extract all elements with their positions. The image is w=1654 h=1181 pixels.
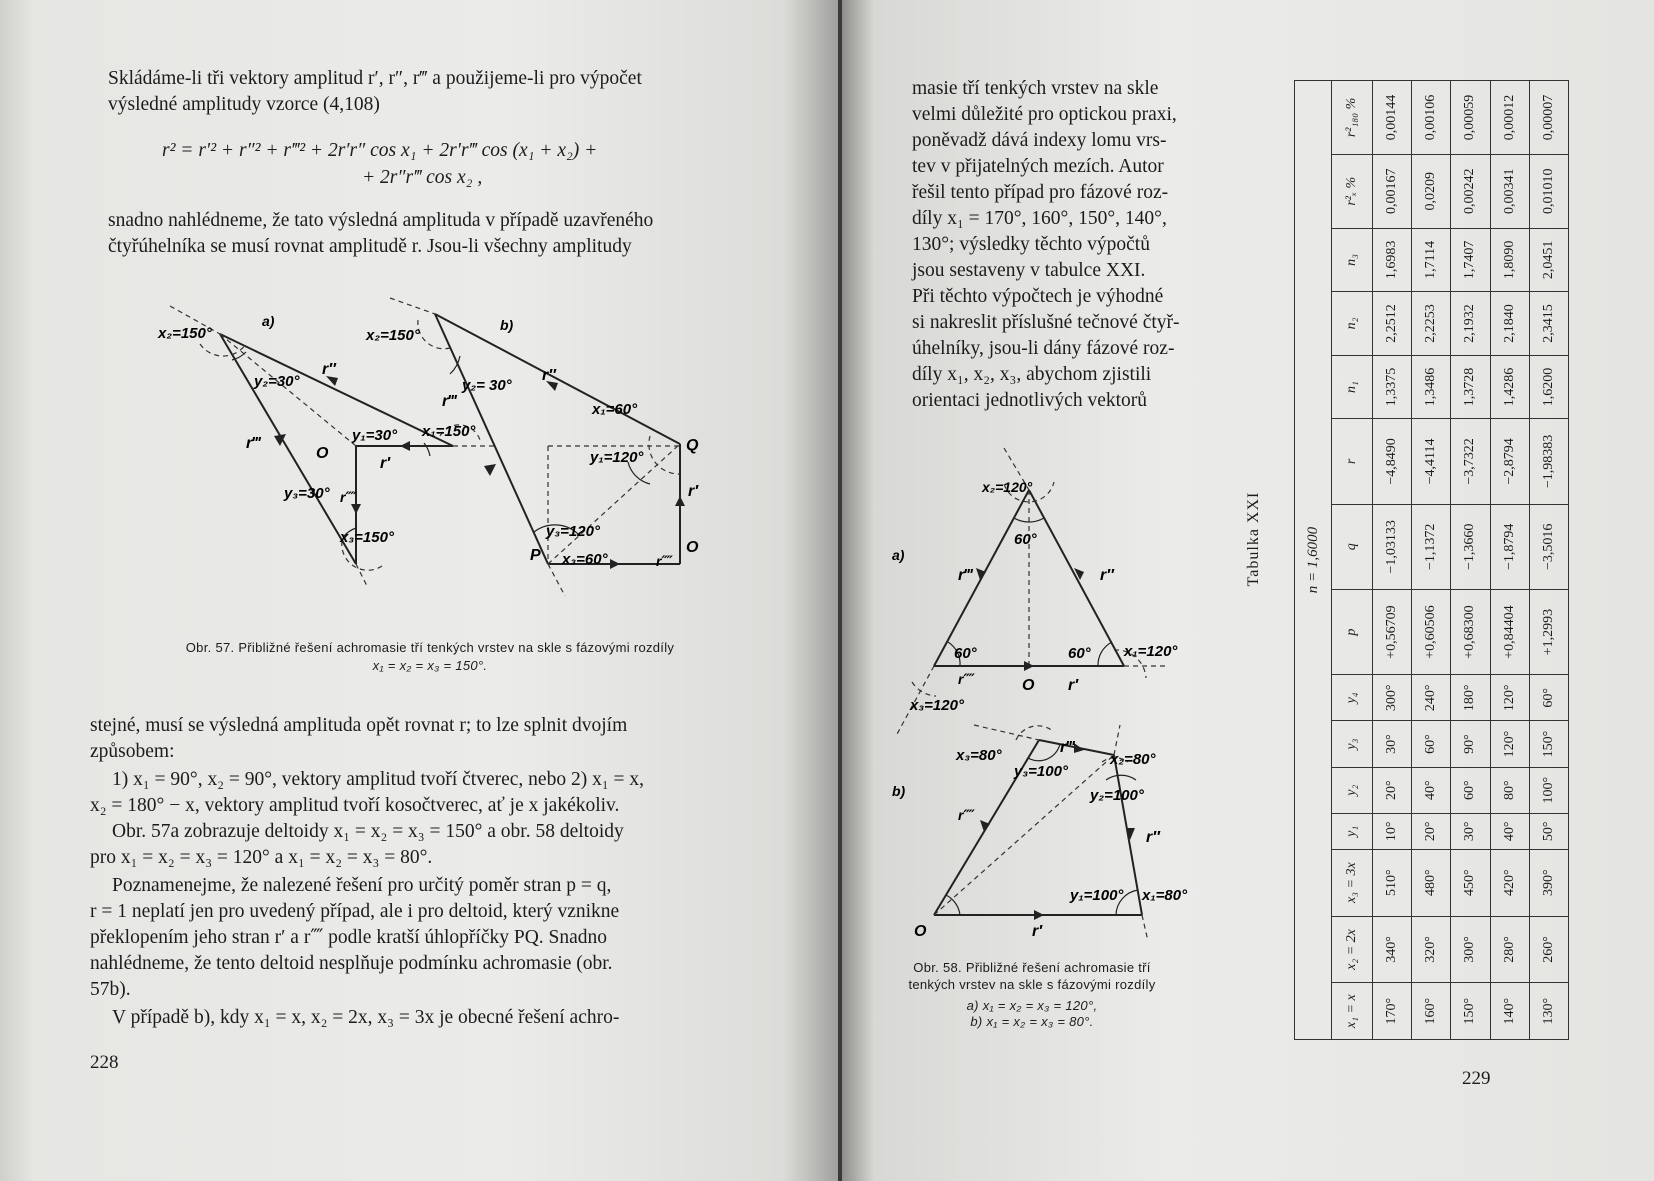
table-cell: 0,00167 — [1373, 154, 1412, 228]
th-rx: r²ₓ % — [1332, 154, 1373, 228]
table-header-row — [1332, 81, 1373, 1040]
th-x3: x₃ = 3x — [1332, 849, 1373, 916]
fig57-b-q-label: Q — [686, 437, 699, 454]
fig57-o-label: O — [316, 445, 329, 462]
para6-line1: V případě b), kdy x₁ = x, x₂ = 2x, x₃ = 3x je obecné řešení achro- — [112, 1007, 620, 1028]
table-cell: 1,3486 — [1412, 355, 1451, 419]
fig57-b-y3-label: y₃=120° — [546, 523, 600, 540]
table-cell: −1,98383 — [1529, 419, 1568, 504]
fig57-a-label: a) — [262, 313, 275, 329]
th-n1: n₁ — [1332, 355, 1373, 419]
fig58-b-y2-label: y₂=100° — [1090, 787, 1144, 804]
table-cell: 1,6200 — [1529, 355, 1568, 419]
fig58-b-y3-label: y₃=100° — [1014, 763, 1068, 780]
table-cell: 1,4286 — [1490, 355, 1529, 419]
fig58-60-right: 60° — [1068, 645, 1091, 662]
table-cell: 60° — [1529, 675, 1568, 721]
col-line-8: jsou sestaveny v tabulce XXI. — [912, 260, 1146, 281]
para3-line4: x₂ = 180° − x, vektory amplitud tvoří kosočtverec, ať je x jakékoliv. — [90, 795, 620, 816]
col-line-6: díly x₁ = 170°, 160°, 150°, 140°, — [912, 208, 1167, 229]
fig58-r3-label: r‴ — [958, 567, 972, 584]
table-cell: 140° — [1490, 983, 1529, 1040]
table-cell: +0,68300 — [1451, 589, 1490, 674]
fig57-r3-label: r‴ — [246, 435, 260, 452]
page-number-right: 229 — [1462, 1068, 1491, 1089]
fig57-b-y1-label: y₁=120° — [590, 449, 644, 466]
table-cell: 0,00144 — [1373, 81, 1412, 155]
right-page — [842, 0, 1654, 1181]
table-cell: 90° — [1451, 721, 1490, 767]
fig58-b-x1-label: x₁=80° — [1142, 887, 1188, 904]
table-cell: 120° — [1490, 721, 1529, 767]
fig57-b-r1-label: r′ — [688, 483, 699, 500]
th-n3: n₃ — [1332, 228, 1373, 292]
para3-line2: způsobem: — [90, 741, 175, 762]
col-line-11: úhelníky, jsou-li dány fázové roz- — [912, 338, 1175, 359]
table-cell: 1,8090 — [1490, 228, 1529, 292]
table-cell: 0,00242 — [1451, 154, 1490, 228]
fig57-x2-label: x₂=150° — [158, 325, 212, 342]
fig57-b-y2-label: y₂= 30° — [462, 377, 512, 394]
col-line-4: tev v přijatelných mezích. Autor — [912, 156, 1164, 177]
th-r: r — [1332, 419, 1373, 504]
col-line-12: díly x₁, x₂, x₃, abychom zjistili — [912, 364, 1152, 385]
table-row — [1529, 81, 1568, 1040]
table-row — [1412, 81, 1451, 1040]
data-table — [1331, 80, 1569, 1040]
table-cell: 2,3415 — [1529, 292, 1568, 356]
fig57-x3-label: x₃=150° — [340, 529, 394, 546]
figure-58 — [884, 440, 1224, 940]
table-cell: 50° — [1529, 813, 1568, 849]
para5-line4: nahlédneme, že tento deltoid nesplňuje podmínku achromasie (obr. — [90, 953, 613, 974]
table-cell: 480° — [1412, 849, 1451, 916]
table-cell: 150° — [1529, 721, 1568, 767]
table-cell: 2,0451 — [1529, 228, 1568, 292]
table-cell: 30° — [1451, 813, 1490, 849]
table-cell: 1,7114 — [1412, 228, 1451, 292]
fig57-b-x2-label: x₂=150° — [366, 327, 420, 344]
table-cell: 0,00341 — [1490, 154, 1529, 228]
table-cell: 510° — [1373, 849, 1412, 916]
fig58-r1-label: r′ — [1068, 677, 1079, 694]
fig58-a-label: a) — [892, 547, 905, 563]
table-row — [1451, 81, 1490, 1040]
para3-line1: stejné, musí se výsledná amplituda opět rovnat r; to lze splnit dvojím — [90, 715, 628, 736]
table-xxi — [1294, 80, 1569, 1040]
table-cell: 120° — [1490, 675, 1529, 721]
fig58-b-label: b) — [892, 783, 906, 799]
fig57-r4-label: r⁗ — [340, 489, 357, 505]
table-cell: 1,3375 — [1373, 355, 1412, 419]
fig58-x3-label: x₃=120° — [910, 697, 964, 714]
table-cell: −1,8794 — [1490, 504, 1529, 589]
fig57-r1-label: r′ — [380, 455, 391, 472]
table-cell: 0,00106 — [1412, 81, 1451, 155]
vector-r2-line — [220, 334, 453, 446]
table-cell: +0,60506 — [1412, 589, 1451, 674]
table-cell: 20° — [1412, 813, 1451, 849]
table-cell: 2,1840 — [1490, 292, 1529, 356]
table-cell: −1,03133 — [1373, 504, 1412, 589]
fig57-y1-label: y₁=30° — [352, 427, 398, 444]
table-cell: 300° — [1451, 916, 1490, 983]
col-line-7: 130°; výsledky těchto výpočtů — [912, 234, 1150, 255]
table-cell: 130° — [1529, 983, 1568, 1040]
fig57-caption-line1: Obr. 57. Přibližné řešení achromasie tří tenkých vrstev na skle s fázovými rozdíly — [185, 640, 675, 655]
th-y2: y₂ — [1332, 767, 1373, 813]
th-y3: y₃ — [1332, 721, 1373, 767]
para4-line1: Obr. 57a zobrazuje deltoidy x₁ = x₂ = x₃ = 150° a obr. 58 deltoidy — [112, 821, 624, 842]
table-cell: 0,00059 — [1451, 81, 1490, 155]
fig58-60-left: 60° — [954, 645, 977, 662]
para5-line2: r = 1 neplatí jen pro uvedený případ, ale i pro deltoid, který vznikne — [90, 901, 620, 922]
para5-line3: překlopením jeho stran r′ a r⁗ podle kratší úhlopříčky PQ. Snadno — [90, 927, 608, 948]
fig57-caption-line2: x₁ = x₂ = x₃ = 150°. — [372, 658, 488, 673]
table-cell: 340° — [1373, 916, 1412, 983]
table-cell: 10° — [1373, 813, 1412, 849]
para1-line2: výsledné amplitudy vzorce (4,108) — [108, 94, 380, 115]
table-cell: +1,2993 — [1529, 589, 1568, 674]
table-cell: −1,3660 — [1451, 504, 1490, 589]
fig58-r4-label: r⁗ — [958, 671, 975, 687]
table-cell: 60° — [1412, 721, 1451, 767]
fig58-b-r3-label: r‴ — [1060, 739, 1074, 756]
fig57-b-x1-label: x₁=60° — [592, 401, 638, 418]
table-cell: −1,1372 — [1412, 504, 1451, 589]
fig58-caption-line2: tenkých vrstev na skle s fázovými rozdíly — [908, 977, 1156, 992]
col-line-5: řešil tento případ pro fázové roz- — [912, 182, 1169, 203]
th-q: q — [1332, 504, 1373, 589]
fig58-r2-label: r″ — [1100, 567, 1114, 584]
fig58-x1-label: x₁=120° — [1124, 643, 1178, 660]
fig57-y3-label: y₃=30° — [284, 485, 330, 502]
table-body — [1373, 81, 1569, 1040]
fig57-b-label: b) — [500, 317, 514, 333]
table-cell: 100° — [1529, 767, 1568, 813]
table-cell: 30° — [1373, 721, 1412, 767]
col-line-10: si nakreslit příslušné tečnové čtyř- — [912, 312, 1180, 333]
table-cell: 80° — [1490, 767, 1529, 813]
equation-line2: + 2r″r‴ cos x₂ , — [362, 167, 483, 188]
para2-line1: snadno nahlédneme, že tato výsledná amplituda v případě uzavřeného — [108, 210, 654, 231]
table-cell: 0,01010 — [1529, 154, 1568, 228]
table-cell: 450° — [1451, 849, 1490, 916]
fig58-caption-line1: Obr. 58. Přibližné řešení achromasie tří — [913, 960, 1151, 975]
table-cell: 390° — [1529, 849, 1568, 916]
fig58-b-r2-label: r″ — [1146, 829, 1160, 846]
table-cell: 180° — [1451, 675, 1490, 721]
table-cell: 320° — [1412, 916, 1451, 983]
table-cell: 0,00007 — [1529, 81, 1568, 155]
table-cell: −2,8794 — [1490, 419, 1529, 504]
table-cell: 40° — [1412, 767, 1451, 813]
table-cell: 1,7407 — [1451, 228, 1490, 292]
table-cell: +0,56709 — [1373, 589, 1412, 674]
fig58-o-label: O — [1022, 677, 1035, 694]
table-cell: +0,84404 — [1490, 589, 1529, 674]
para5-line5: 57b). — [90, 979, 131, 1000]
para5-line1: Poznamenejme, že nalezené řešení pro určitý poměr stran p = q, — [112, 875, 612, 896]
fig58-b-r1-label: r′ — [1032, 923, 1043, 940]
para3-line3: 1) x₁ = 90°, x₂ = 90°, vektory amplitud tvoří čtverec, nebo 2) x₁ = x, — [112, 769, 645, 790]
table-cell: 170° — [1373, 983, 1412, 1040]
th-x1: x₁ = x — [1332, 983, 1373, 1040]
para2-line2: čtyřúhelníka se musí rovnat amplitudě r. Jsou-li všechny amplitudy — [108, 236, 632, 257]
fig57-b-r3-label: r‴ — [442, 393, 456, 410]
fig57-r2-label: r″ — [322, 361, 336, 378]
fig58-caption-line4: b) x₁ = x₂ = x₃ = 80°. — [970, 1014, 1094, 1029]
fig58-caption-line3: a) x₁ = x₂ = x₃ = 120°, — [966, 998, 1098, 1013]
table-cell: 420° — [1490, 849, 1529, 916]
th-y1: y₁ — [1332, 813, 1373, 849]
table-row — [1373, 81, 1412, 1040]
fig58-b-y1-label: y₁=100° — [1070, 887, 1124, 904]
table-row — [1490, 81, 1529, 1040]
table-cell: 60° — [1451, 767, 1490, 813]
col-line-9: Při těchto výpočtech je výhodné — [912, 286, 1164, 307]
table-cell: −3,5016 — [1529, 504, 1568, 589]
table-cell: 1,3728 — [1451, 355, 1490, 419]
fig57-b-r4-label: r⁗ — [656, 553, 673, 569]
fig58-60-top: 60° — [1014, 531, 1037, 548]
table-caption — [1244, 440, 1264, 640]
fig58-b-r4-label: r⁗ — [958, 807, 975, 823]
table-cell: 160° — [1412, 983, 1451, 1040]
para1-line1: Skládáme-li tři vektory amplitud r′, r″, r‴ a použijeme-li pro výpočet — [108, 68, 642, 89]
fig57-b-o-label: O — [686, 539, 699, 556]
table-cell: 240° — [1412, 675, 1451, 721]
table-rotated — [1294, 80, 1569, 1040]
table-cell: 2,2512 — [1373, 292, 1412, 356]
figure-57 — [150, 296, 730, 626]
table-cell: −4,4114 — [1412, 419, 1451, 504]
table-cell: 260° — [1529, 916, 1568, 983]
th-n2: n₂ — [1332, 292, 1373, 356]
fig57-b-x3-label: x₃=60° — [562, 551, 608, 568]
table-cell: 0,00012 — [1490, 81, 1529, 155]
table-cell: 0,0209 — [1412, 154, 1451, 228]
fig57-b-p-label: P — [530, 547, 541, 564]
fig57-y2-label: y₂=30° — [254, 373, 300, 390]
table-cell: 280° — [1490, 916, 1529, 983]
col-line-13: orientaci jednotlivých vektorů — [912, 390, 1148, 411]
fig58-b-o-label: O — [914, 923, 927, 940]
para4-line2: pro x₁ = x₂ = x₃ = 120° a x₁ = x₂ = x₃ = 80°. — [90, 847, 433, 868]
th-r180: r²₁₈₀ % — [1332, 81, 1373, 155]
th-p: p — [1332, 589, 1373, 674]
table-cell: 1,6983 — [1373, 228, 1412, 292]
table-cell: 40° — [1490, 813, 1529, 849]
table-cell: −4,8490 — [1373, 419, 1412, 504]
page-number-left: 228 — [90, 1052, 119, 1073]
table-caption-text: Tabulka XXI — [1245, 491, 1262, 587]
fig58-x2-label: x₂=120° — [982, 479, 1033, 495]
equation-line1: r² = r′² + r″² + r‴² + 2r′r″ cos x₁ + 2r′r‴ cos (x₁ + x₂) + — [162, 140, 598, 161]
th-y4: y₄ — [1332, 675, 1373, 721]
table-cell: 20° — [1373, 767, 1412, 813]
fig58-b-x2-label: x₂=80° — [1110, 751, 1156, 768]
table-cell: 300° — [1373, 675, 1412, 721]
fig57-x1-label: x₁=150° — [422, 423, 476, 440]
th-x2: x₂ = 2x — [1332, 916, 1373, 983]
table-cell: −3,7322 — [1451, 419, 1490, 504]
col-line-3: poněvadž dává indexy lomu vrs- — [912, 130, 1167, 151]
table-cell: 2,2253 — [1412, 292, 1451, 356]
col-line-2: velmi důležité pro optickou praxi, — [912, 104, 1177, 125]
table-title: n = 1,6000 — [1294, 80, 1331, 1040]
table-cell: 2,1932 — [1451, 292, 1490, 356]
col-line-1: masie tří tenkých vrstev na skle — [912, 78, 1159, 99]
table-cell: 150° — [1451, 983, 1490, 1040]
fig57-b-r2-label: r″ — [542, 367, 556, 384]
fig58-b-x3-label: x₃=80° — [956, 747, 1002, 764]
right-text-column — [912, 76, 1237, 414]
